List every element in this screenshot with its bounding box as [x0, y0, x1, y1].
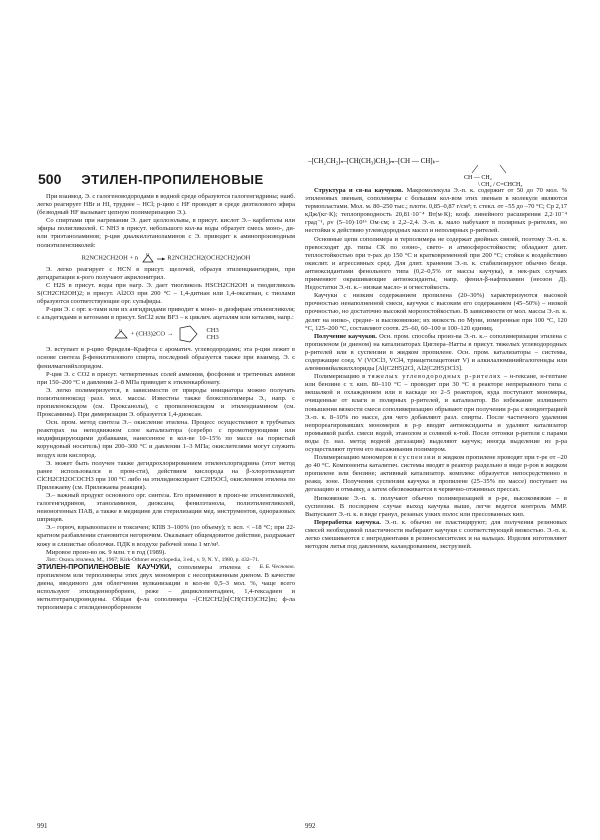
terpolymer-formula [306, 153, 566, 189]
paragraph [305, 454, 567, 494]
methyl-label: CH3 [206, 327, 219, 335]
paragraph-text: в жидком пропилене проводят при т-ре от –20 до 40 °С. Компоненты каталитич. системы вводят в реактор раздельно в виде р-ров в жидком пропилене или бензине; активный катализатор. комплекс образуется непосредственно в реакц. зоне. Получения суспензия каучука в пропилене (25–35% по массе) поступает на дегазацию и отмывку, а затем обезвоживается в червячно-отжимных прессах. [305, 454, 568, 494]
svg-text:O: O [145, 252, 149, 257]
equation-left: R2NCH2CH2OH + n [81, 254, 139, 262]
terpolymer-formula-drawing [306, 153, 566, 187]
epoxide-ring-icon [113, 328, 129, 340]
running-title: ЭТИЛЕН-ПРОПИЛЕНОВЫЕ [81, 172, 264, 187]
paragraph [305, 333, 567, 373]
paragraph: С H2S в присут. воды при нагр. Э. дает тиогликоль HSCH2CH2OH и тиодигликоль S(CH2CH2OH)2; в присут. Al2O3 при 200 °С – 1,4-дитиан или 1,4-оксатиан, с тиолами образуются соответствующие орг. сульфиды. [37, 281, 295, 306]
entry-paragraph [37, 564, 295, 613]
paragraph [305, 187, 567, 236]
page-header [38, 171, 264, 189]
paragraph: Э.– важный продукт основного орг. синтеза. Его применяют в произ-ве этиленгликолей, галогенгидринов, этаноламинов, диоксана, фенилэтанола, полиэтиленгликолей, неионогенных ПАВ, а также в медицине для стерилизации мед. инструментов, одноразовых шприцев. [37, 492, 295, 524]
dioxolane-ring-icon [175, 325, 205, 343]
page-number: 500 [38, 171, 62, 187]
footer-page-left: 991 [37, 822, 48, 830]
equation-reagent: + (CH3)2CO → [130, 330, 174, 338]
paragraph: Каучуки с низким содержанием пропилена (20–30%) характеризуются высокой прочностью ненаполненной смеси, каучуки с высоким его содержанием (45–50%) – низкой прочностью, но достаточно высокой морозостойкостью. В зависимости от мол. массы Э.-п. к. делят на низко-, средне- и высоковязкие; их вязкость по Муни, измеренные при 100 °С, 120 °С, 125–200 °С, составляют соотв. 25–60, 60–100 и 100–120 единиц. [305, 292, 567, 332]
equation-aminoethanol [37, 253, 295, 263]
paragraph: Э. может быть получен также дегидрохлорированием этиленхлоргидрина (этот метод ранее использовался в пром-сти), действием кислорода на β-хлорэтилацетат ClCH2CH2OCOCH3 при 100 °С либо на этилидиоксирант C2H5OCl, окислением этилена по Прилежаеву (см. Прилежаева реакция). [37, 459, 295, 491]
spaced-term: суспензии [398, 454, 437, 462]
paragraph-text: Полимеризацию в [314, 373, 366, 381]
paragraph-text: Э.-п. к. обычно не пластицируют; для получения резиновых смесей необходимой пластичности выбирают каучуки с соответствующей вязкостью. Э.-п. к. легко смешиваются с ингредиентами в резиносмесителях и на вальцах. Изделия изготовляют методом литья под давлением, каландрованием, экструзией. [305, 518, 567, 551]
svg-text:\ CH₂ / C=CHCH₃: \ CH₂ / C=CHCH₃ [478, 182, 523, 187]
paragraph [305, 373, 567, 454]
paragraph: Э. легко реагирует с HCN в присут. щелочей, образуя этиленциангидрин, при дегидратации к-рого получают акрилонитрил. [37, 265, 295, 281]
footer-page-right: 992 [305, 822, 316, 830]
paragraph: Осн. пром. метод синтеза Э.– окисление этилена. Процесс осуществляют в трубчатых реакторах на неподвижном слое катализатора (серебро с промотирующими или модифицирующими добавками, нанесенное в кол-ве 10–15% по массе на пористый корундовый носитель) при 200–300 °С и давлении 1–3 МПа; окислителями могут служить воздух или кислород. [37, 419, 295, 459]
svg-text:CH — CH₂: CH — CH₂ [464, 175, 492, 181]
paragraph-text: Макромолекула Э.-п. к. содержит от 50 до 70 мол. % этиленовых звеньев, сополимеры с большим кол-вом этих звеньев в молекуле являются термопластами. Мол. м. 80–250 тыс.; плотн. 0,85–0,87 г/см³; т. стекл. от –55 до –70 °С; Cp 2,17 кДж/(кг·К); теплопроводность 20,81·10⁻⁴ Вт(м·К); коэф. линейного расширения 2,2·10⁻⁴ град⁻¹, ρv (5–10)·10¹⁶ Ом·см; ε 2,2–2,4. Э.-п. к. мало набухают в полярных р-рителях, но нестойки к действию углеводородных масел и неполярных р-рителей. [305, 187, 568, 235]
paragraph: Р-ция Э. с CO2 в присут. четвертичных солей аммония, фосфония и третичных аминов при 150–200 °С и давлении 2–8 МПа приводит к этиленкарбонату. [37, 370, 295, 386]
paragraph: При взаимод. Э. с галогеноводородами в водной среде образуются галогенгидрины; наиб. легко реагирует HBr и HI, труднее – HCl; р-цию с HF проводят в среде диэтилового эфира (безводный HF вызывает цепную полимеризацию Э.). [37, 193, 296, 217]
svg-text:–[CH₂CH₂]ₙ–[CH(CH₃)CH₂]ₘ–[CH —: –[CH₂CH₂]ₙ–[CH(CH₃)CH₂]ₘ–[CH — CH]ₖ– [308, 157, 440, 165]
paragraph: Р-ции Э. с орг. к-тами или их ангидридами приводит к моно- и диэфирам этиленгликоля; с альдегидами и кетонами в присут. SnCl2 или BF3 – к циклич. ацеталям или кеталям, напр.: [37, 306, 295, 322]
paragraph: Э.– горюч, взрывоопасен и токсичен; КПВ 3–100% (по объему); т. всп. < –18 °С; при 22-кратном разбавлении становится негорючим. Оказывает общеядовитое действие, раздражает кожу и слизистые оболочки. ПДК в воздухе рабочей зоны 1 мг/м³. [37, 524, 295, 548]
left-column [37, 193, 295, 612]
section-heading: Структура и св-ва каучуков. [314, 187, 404, 194]
paragraph-text: – н-гексане, н-гептане или бензине с т. кип. 80–110 °С – проводят при 30 °С в реакторе непрерывного типа с мешалкой и охлаждением или в каскаде из 2–5 реакторов, куда поступают мономеры, очищенные от влаги и полярных р-рителей, и катализатор. Во избежание излишнего повышения вязкости смеси сополимеризацию обрывают при получении р-ра с концентрацией Э.-п. к. 8–10% по массе, для чего добавляют разл. спирты. После частичного удаления непрореагировавших мономеров в р-р вводят антиоксиданты и удаляют катализатор промывкой разбл. смеси водой, этанолом и соляной к-той. После отгонки р-рителя с парами воды (т. наз. метод водной дегазации) выделяют каучук; иногда выделение из р-ра осуществляют путем его высаживания полимером. [305, 373, 568, 453]
right-column [305, 187, 567, 551]
entry-heading: ЭТИЛЕН-ПРОПИЛЕНОВЫЕ КАУЧУКИ, [37, 563, 172, 571]
equation-right: R2NCH2CH2(OCH2CH2)nOH [167, 254, 251, 262]
paragraph-text: Полимеризацию мономеров в [314, 454, 397, 462]
spaced-term: тяжелых углеводородных р-рителях [367, 373, 502, 381]
entry-body: сополимеры этилена с пропиленом или терполимеры этих двух мономеров с несопряженным диеном. В качестве диена, вводимого для облегчения вулканизации в кол-ве 0,5–3 мол. %, чаще всего используют этилиденнорборнен, реже – дициклопентадиен, 1,4-гексадиен и метилтетрагидроиндены. Общая ф-ла сополимера –[CH2CH2]n[CH(CH3)CH2]m; ф-ла терполимера с этилиденнорборненом [37, 563, 295, 612]
paragraph: Э. вступает в р-цию Фриделя–Крафтса с ароматич. углеводородами; эта р-ция лежит в основе синтеза β-фенилэтилового спирта, последний образуется также при взаимод. Э. с фенилмагнийхлоридом. [37, 346, 295, 370]
paragraph: Основные цепи сополимера и терполимера не содержат двойных связей, поэтому Э.-п. к. превосходят др. типы СК по озоно-, свето- и атмосферостойкости; обладают длит. теплостойкостью при т-рах до 150 °С и кратковременной при 200 °С; стойки к воздействию окислит. и агрессивных сред. Для длит. хранения Э.-п. к. стабилизируют обычно безцв. антиоксидантами фенольного типа (0,2–0,5% от массы каучука), в нек-рых случаях применяют окрашивающие антиоксиданты, напр. фенил-β-нафтиламин (неозон Д). Недостатки Э.-п. к.– низкая масло- и огнестойкость. [305, 235, 567, 292]
paragraph-text: Осн. пром. способы произ-ва Э.-п. к.– сополимеризация этилена с пропиленом (и диеном) на катализаторах Циглера–Натты в присут. тяжелых углеводородных р-рителей или в суспензии в жидком пропилене. Осн. пром. катализаторы – системы, содержащие соед. V (VOCl3, VCl4, триацетилацетонат V) и алкилалюминийгалогениды или алюминийалкилхлориды [Al(C2H5)2Cl, Al2(C2H5)3Cl3]. [305, 332, 568, 373]
section-heading: Переработка каучука. [314, 518, 381, 526]
paragraph: Со спиртами при нагревании Э. дает целлозольвы, в присут. кислот Э.– карбитолы или эфиры полигликолей. С NH3 в присут. небольшого кол-ва воды образует смесь моно-, ди- или триэтаноламинов; р-ция диалкилэтаноламинов с Э. приводит к аминопроизводным полиэтиленгликолей: [37, 217, 295, 249]
paragraph: Мировое произ-во ок. 9 млн. т в год (1989). [46, 548, 166, 556]
section-heading: Получение каучуков. [314, 332, 377, 340]
paragraph: Э. легко полимеризуется, в зависимости от природы инициатора можно получать полиэтиленоксид разл. мол. массы. Известны также блоксополимеры Э., напр. с пропиленоксидом (см. Проксанолы), с пропиленоксидом и этилендиамином (см. Проксамины). При димеризации Э. образуется 1,4-диоксан. [37, 386, 295, 419]
paragraph: Низковязкие Э.-п. к. получают обычно полимеризацией в р-ре, высоковязкие – в суспензии. В последнем случае выход каучука выше, легче ведется контроль ММР. Выпускают Э.-п. к. в виде гранул, резаных узких полос или прессованных кип. [305, 494, 567, 518]
methyl-label: CH3 [206, 334, 219, 342]
epoxide-ring-icon [140, 253, 166, 263]
paragraph [305, 519, 567, 551]
svg-text:O: O [119, 328, 123, 334]
equation-ketal [37, 325, 295, 343]
literature-text: Лит.: Окись этилена, М., 1967; Kirk-Othmer encyclopedia, 3 ed., v. 9, N. Y., 1980, p. 432–71. [46, 556, 260, 563]
author: Б. Б. Чесноков. [259, 563, 295, 570]
